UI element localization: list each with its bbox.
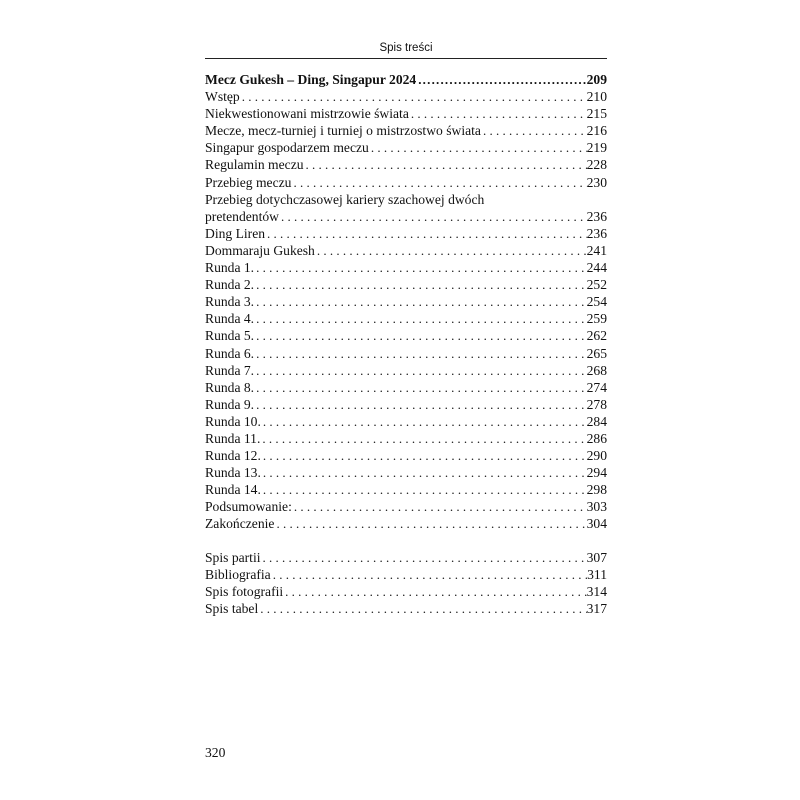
toc-entry: [205, 225, 607, 242]
toc-entry-title: Dommaraju Gukesh: [205, 242, 315, 258]
page-number: 320: [205, 745, 226, 760]
toc-entry-title: Runda 2.: [205, 277, 255, 293]
toc-entry: [205, 139, 607, 156]
toc-entry-title: Regulamin meczu: [205, 157, 304, 173]
toc-entry: [205, 242, 607, 259]
toc-entry-title: Runda 4.: [205, 311, 255, 327]
running-head: Spis treści: [379, 42, 433, 54]
toc-entry: [205, 105, 607, 122]
toc-entry-title: Runda 5.: [205, 328, 255, 344]
toc-entry-page: 244: [586, 260, 607, 276]
toc-entry-title: Spis fotografii: [205, 583, 284, 599]
toc-entry: [205, 156, 607, 173]
toc-dot-leader: [261, 549, 587, 566]
toc-entry-page: 262: [586, 328, 607, 344]
toc-dot-leader: [254, 276, 587, 293]
toc-entry-title: Podsumowanie:: [205, 499, 292, 515]
toc-dot-leader: [254, 379, 587, 396]
toc-dot-leader: [254, 327, 587, 344]
toc-entry: [205, 174, 607, 191]
toc-entry-page: 304: [586, 516, 607, 532]
toc-entry: [205, 208, 607, 225]
toc-entry-page: 210: [586, 89, 607, 105]
toc-entry-title: Runda 1.: [205, 260, 255, 276]
toc-entry-title: Ding Liren: [205, 225, 266, 241]
toc-entry-page: 294: [586, 465, 607, 481]
toc-entry-title-line1: Przebieg dotychczasowej kariery szachowej dwóch: [205, 191, 485, 207]
toc-entry: [205, 464, 607, 481]
toc-entry: [205, 259, 607, 276]
toc-entry-title: Runda 14.: [205, 482, 261, 498]
toc-dot-leader: [254, 345, 587, 362]
toc-dot-leader: [416, 71, 586, 88]
toc-entry-page: 236: [586, 225, 607, 241]
toc-entry-page: 274: [586, 379, 607, 395]
toc-entry: [205, 88, 607, 105]
toc-entry-page: 298: [586, 482, 607, 498]
toc-entry-page: 215: [586, 106, 607, 122]
toc-entry-title: Przebieg meczu: [205, 174, 292, 190]
toc-dot-leader: [254, 293, 587, 310]
toc-entry: [205, 327, 607, 344]
toc-entry-page: 311: [587, 566, 607, 582]
toc-entry-title: Spis partii: [205, 549, 261, 565]
toc-chapter-entry: [205, 71, 607, 88]
toc-entry-page: 230: [586, 174, 607, 190]
toc-entry-page: 254: [586, 294, 607, 310]
toc-dot-leader: [261, 447, 587, 464]
toc-dot-leader: [261, 481, 587, 498]
toc-entry-page: 303: [586, 499, 607, 515]
header-rule: [205, 58, 607, 59]
table-of-contents: [205, 71, 607, 617]
toc-entry-page: 252: [586, 277, 607, 293]
toc-entry: [205, 379, 607, 396]
toc-dot-leader: [409, 105, 587, 122]
toc-dot-leader: [271, 566, 587, 583]
toc-entry: [205, 549, 607, 566]
toc-entry: [205, 413, 607, 430]
toc-entry-title: Mecz Gukesh – Ding, Singapur 2024: [205, 72, 417, 87]
toc-entry-page: 236: [586, 208, 607, 224]
toc-dot-leader: [304, 156, 587, 173]
toc-entry-page: 278: [586, 396, 607, 412]
toc-entry-title: Runda 13.: [205, 465, 261, 481]
toc-entry: [205, 566, 607, 583]
toc-dot-leader: [291, 174, 586, 191]
toc-entry: [205, 293, 607, 310]
toc-entry-page: 286: [586, 430, 607, 446]
toc-entry: [205, 430, 607, 447]
toc-dot-leader: [240, 88, 587, 105]
toc-entry-title: Runda 7.: [205, 362, 255, 378]
toc-entry-page: 307: [586, 549, 607, 565]
toc-entry-page: 314: [586, 583, 607, 599]
toc-entry: [205, 447, 607, 464]
toc-entries-b: [205, 225, 607, 533]
toc-entry-title: Runda 11.: [205, 430, 261, 446]
toc-entry-title: Bibliografia: [205, 566, 271, 582]
toc-entry-page: 268: [586, 362, 607, 378]
toc-dot-leader: [265, 225, 587, 242]
toc-entry-title: Singapur gospodarzem meczu: [205, 140, 369, 156]
toc-entry: [205, 310, 607, 327]
toc-entry-page: 290: [586, 448, 607, 464]
toc-dot-leader: [261, 413, 587, 430]
toc-entry: [205, 396, 607, 413]
toc-entry-title: Runda 3.: [205, 294, 255, 310]
toc-entry-page: 219: [586, 140, 607, 156]
toc-entry-title: Runda 12.: [205, 448, 261, 464]
toc-dot-leader: [315, 242, 587, 259]
toc-entry-title: Mecze, mecz-turniej i turniej o mistrzostwo świata: [205, 123, 481, 139]
toc-entry-title: Wstęp: [205, 89, 240, 105]
toc-entry-title-line2: pretendentów: [205, 208, 279, 224]
toc-dot-leader: [261, 464, 587, 481]
toc-entry: [205, 345, 607, 362]
toc-dot-leader: [258, 600, 586, 617]
toc-entry-title: Runda 8.: [205, 379, 255, 395]
toc-dot-leader: [369, 139, 587, 156]
toc-dot-leader: [283, 583, 586, 600]
toc-entry-title: Runda 9.: [205, 396, 255, 412]
toc-entry-page: 265: [586, 345, 607, 361]
toc-entry: [205, 583, 607, 600]
toc-dot-leader: [292, 498, 587, 515]
toc-entry-page: 228: [586, 157, 607, 173]
toc-entry: [205, 362, 607, 379]
toc-entry-page: 209: [586, 72, 607, 87]
toc-entry: [205, 481, 607, 498]
toc-entry: [205, 276, 607, 293]
toc-entries-a: [205, 88, 607, 191]
toc-entry-page: 317: [586, 600, 607, 616]
toc-entry: [205, 122, 607, 139]
toc-dot-leader: [254, 396, 587, 413]
toc-dot-leader: [254, 310, 587, 327]
toc-entry-page: 216: [586, 123, 607, 139]
toc-entry-title: Runda 10.: [205, 413, 261, 429]
toc-entry-title: Spis tabel: [205, 600, 259, 616]
toc-dot-leader: [279, 208, 587, 225]
toc-entry-title: Zakończenie: [205, 516, 275, 532]
toc-back-matter: [205, 549, 607, 617]
toc-dot-leader: [260, 430, 586, 447]
toc-entry: [205, 498, 607, 515]
toc-dot-leader: [481, 122, 587, 139]
toc-entry-title: Runda 6.: [205, 345, 255, 361]
toc-entry-page: 284: [586, 413, 607, 429]
toc-section-gap: [205, 533, 607, 549]
toc-dot-leader: [254, 362, 587, 379]
toc-entry-page: 259: [586, 311, 607, 327]
toc-dot-leader: [274, 515, 586, 532]
toc-entry-page: 241: [586, 242, 607, 258]
toc-wrapped-entry: [205, 191, 607, 225]
toc-entry-title: Niekwestionowani mistrzowie świata: [205, 106, 409, 122]
toc-entry: [205, 600, 607, 617]
toc-dot-leader: [254, 259, 587, 276]
toc-entry: [205, 515, 607, 532]
